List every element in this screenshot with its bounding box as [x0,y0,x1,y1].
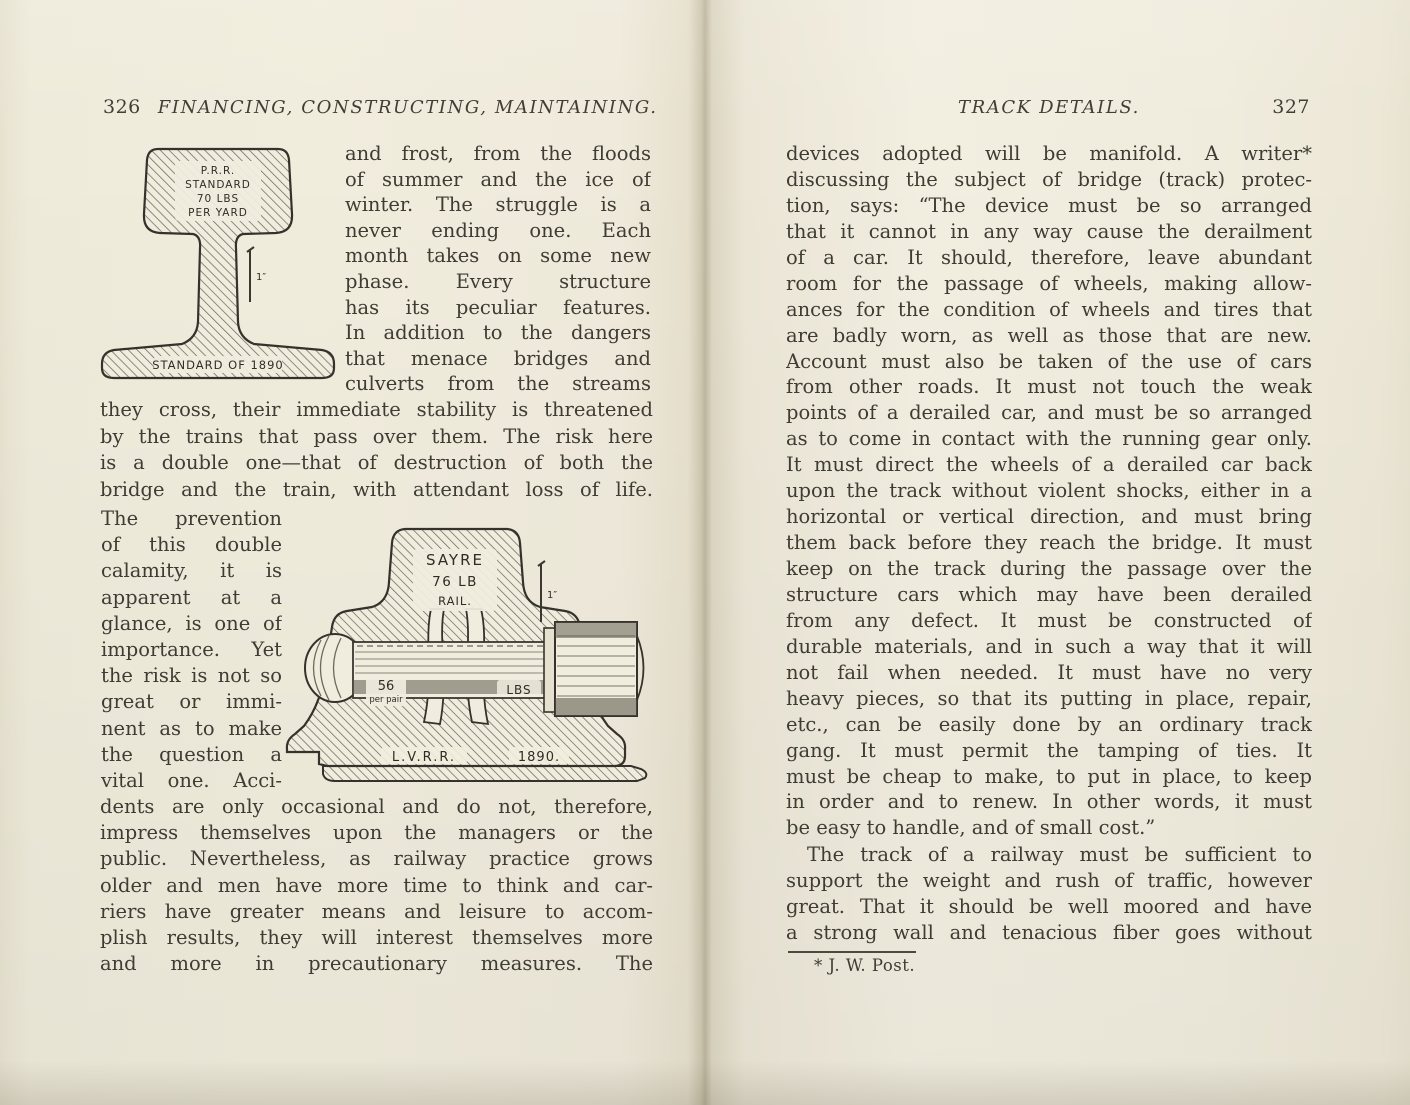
page-number-left: 326 [103,96,141,118]
figure2-label-sayre: SAYRE [426,551,484,569]
paragraph-full-width-2 [100,794,653,977]
text-line: apparent at a [101,585,282,609]
text-line: dents are only occasional and do not, therefore, [100,795,653,818]
text-line: that it cannot in any way cause the derailment [786,219,1312,243]
text-line: great. That it should be well moored and have [786,895,1312,918]
text-line: importance. Yet [101,637,282,661]
text-line: horizontal or vertical direction, and must bring [786,505,1312,529]
text-line: must be cheap to make, to put in place, to keep [786,764,1312,788]
text-line: ances for the condition of wheels and tires that [786,297,1312,321]
figure2-base-left: L.V.R.R. [391,750,457,765]
page-header-right [786,96,1312,120]
figure1-scale-label: 1″ [256,272,267,283]
text-line: of a car. It should, therefore, leave abundant [786,245,1312,269]
page-header-left [103,96,659,120]
figure2-label-rail: RAIL. [438,594,472,608]
footnote-text: * J. W. Post. [814,956,916,975]
text-line: discussing the subject of bridge (track) protec- [786,167,1312,191]
paragraph-beside-figure2 [101,506,282,794]
text-line: heavy pieces, so that its putting in place, repair, [786,686,1312,710]
text-line: by the trains that pass over them. The risk here [100,424,653,448]
text-line: points of a derailed car, and must be so arranged [786,401,1312,425]
text-line: phase. Every structure [345,269,651,293]
figure2-label-56: 56 [377,679,395,694]
paragraph-full-width-1 [100,397,653,503]
text-line: that menace bridges and [345,346,651,370]
text-line: are badly worn, as well as those that are new. [786,323,1312,347]
text-line: is a double one—that of destruction of both the [100,451,653,475]
paragraph-quote [786,141,1312,841]
text-line: Account must also be taken of the use of cars [786,349,1312,373]
text-line: not fail when needed. It must have no very [786,660,1312,684]
text-line: riers have greater means and leisure to accom- [100,899,653,923]
text-line: structure cars which may have been derailed [786,582,1312,606]
text-line: nent as to make [101,716,282,740]
text-line: etc., can be easily done by an ordinary track [786,712,1312,736]
figure1-label-weight: 70 LBS [196,193,240,205]
text-line: and frost, from the floods [345,142,651,165]
footnote-rule [788,951,916,953]
text-line: never ending one. Each [345,218,651,242]
text-line: room for the passage of wheels, making allow- [786,271,1312,295]
text-line: and more in precautionary measures. The [100,952,653,976]
figure1-label-prr: P.R.R. [200,165,236,177]
scale-mark [247,247,254,302]
text-line: of summer and the ice of [345,167,651,191]
text-line: they cross, their immediate stability is threatened [100,398,653,421]
text-line: upon the track without violent shocks, either in a [786,479,1312,503]
text-line: in order and to renew. In other words, it must [786,790,1312,814]
figure2-label-lbs: LBS [506,683,532,697]
text-line: glance, is one of [101,611,282,635]
text-line: The prevention [101,507,282,530]
text-line: calamity, it is [101,559,282,583]
text-line: keep on the track during the passage over the [786,557,1312,580]
figure2-scale-label: 1″ [547,590,558,601]
text-line: It must direct the wheels of a derailed car back [786,453,1312,477]
text-line: impress themselves upon the managers or the [100,821,653,845]
text-line: bridge and the train, with attendant loss of life. [100,477,653,501]
figure2-label-perpair: per pair [369,695,403,705]
text-line: from any defect. It must be constructed of [786,608,1312,632]
text-line: In addition to the dangers [345,321,651,345]
text-line: gang. It must permit the tamping of ties. It [786,738,1312,762]
figure-rail-section-prr [98,142,338,390]
text-line: great or immi- [101,690,282,714]
figure1-base-label: STANDARD OF 1890 [152,358,284,372]
figure-rail-joint-sayre [283,516,663,792]
text-line: older and men have more time to think and car- [100,873,653,897]
nut-top-band [555,622,637,638]
text-line: The track of a railway must be sufficient to [807,843,1312,866]
washer [544,628,555,712]
text-line: public. Nevertheless, as railway practice grows [100,847,653,871]
text-line: month takes on some new [345,244,651,268]
running-title-right: TRACK DETAILS. [958,97,1140,118]
running-title-left: FINANCING, CONSTRUCTING, MAINTAINING. [157,97,658,118]
text-line: winter. The struggle is a [345,193,651,217]
text-line: a strong wall and tenacious fiber goes without [786,921,1312,944]
text-line: vital one. Acci- [101,768,282,792]
nut-bottom-band [555,698,637,716]
figure1-label-peryard: PER YARD [188,207,248,219]
figure1-label-standard: STANDARD [185,179,251,191]
figure2-base-right: 1890. [517,750,561,765]
paragraph-beside-figure1 [345,141,651,397]
text-line: from other roads. It must not touch the weak [786,375,1312,399]
text-line: as to come in contact with the running gear only. [786,427,1312,451]
text-line: support the weight and rush of traffic, however [786,869,1312,892]
text-line: devices adopted will be manifold. A writer* [786,142,1312,165]
text-line: durable materials, and in such a way that it will [786,634,1312,658]
text-line: of this double [101,533,282,557]
text-line: culverts from the streams [345,372,651,396]
text-line: has its peculiar features. [345,295,651,319]
text-line: the risk is not so [101,664,282,688]
rear-base-flange [323,766,646,781]
paragraph-track [786,842,1312,946]
text-line: plish results, they will interest themselves more [100,925,653,949]
text-line: be easy to handle, and of small cost.” [786,816,1156,840]
text-line: the question a [101,742,282,766]
page-number-right: 327 [1272,96,1310,118]
text-line: them back before they reach the bridge. It must [786,531,1312,555]
text-line: tion, says: “The device must be so arranged [786,193,1312,217]
figure2-label-weight: 76 LB [432,574,478,590]
